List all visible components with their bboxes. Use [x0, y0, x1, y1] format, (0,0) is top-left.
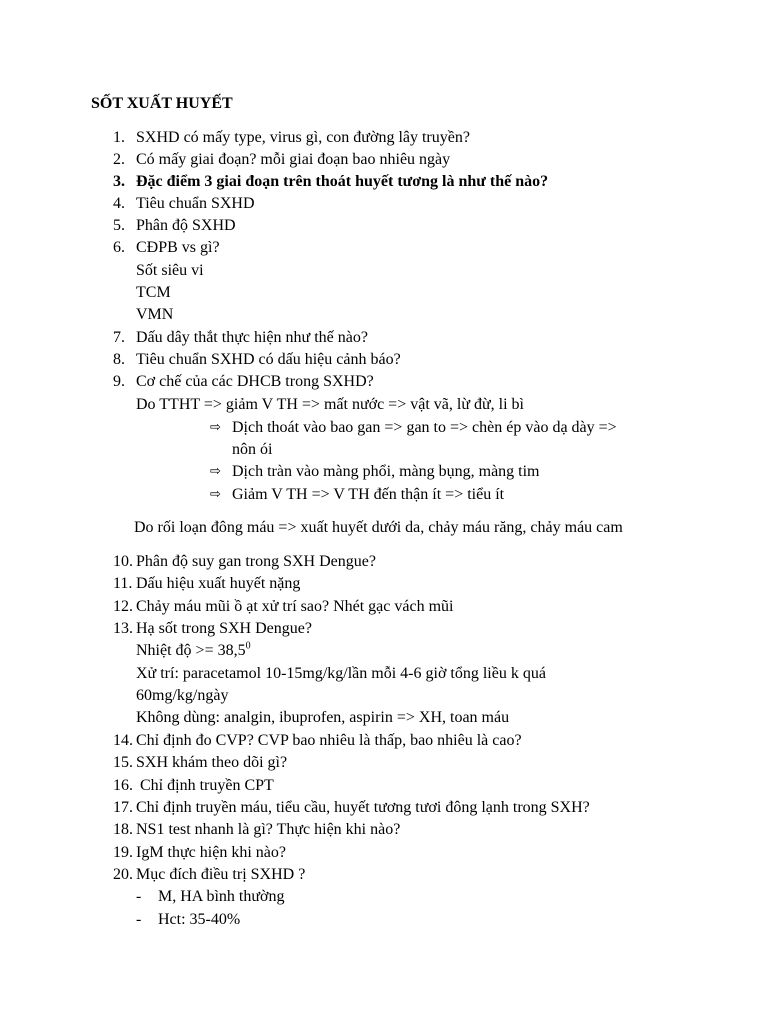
- arrow-line: Dịch thoát vào bao gan => gan to => chèn ép vào dạ dày =>: [232, 419, 617, 436]
- item-number: 5.: [113, 217, 125, 234]
- temperature-label: Nhiệt độ >= 38,5: [136, 642, 246, 659]
- item-text: Phân độ SXHD: [136, 217, 236, 234]
- document-title: SỐT XUẤT HUYẾT: [91, 95, 233, 112]
- item-number: 13.: [113, 620, 133, 637]
- sub-line: 60mg/kg/ngày: [136, 687, 229, 704]
- dash-bullet: -: [136, 911, 142, 928]
- sub-line: Không dùng: analgin, ibuprofen, aspirin => XH, toan máu: [136, 709, 510, 726]
- item-text: Phân độ suy gan trong SXH Dengue?: [136, 553, 376, 570]
- arrow-line: Giảm V TH => V TH đến thận ít => tiểu ít: [232, 486, 505, 503]
- item-number: 16.: [113, 777, 133, 794]
- item-text: SXHD có mấy type, virus gì, con đường lây truyền?: [136, 129, 470, 146]
- item-number: 12.: [113, 598, 133, 615]
- item-number: 11.: [113, 575, 133, 592]
- item-number: 1.: [113, 129, 125, 146]
- item-number: 17.: [113, 799, 133, 816]
- sub-line: Do rối loạn đông máu => xuất huyết dưới da, chảy máu răng, chảy máu cam: [134, 519, 623, 536]
- item-text: Tiêu chuẩn SXHD có dấu hiệu cảnh báo?: [136, 351, 401, 368]
- item-number: 8.: [113, 351, 125, 368]
- arrow-icon: ⇨: [210, 420, 221, 435]
- arrow-line: Dịch tràn vào màng phổi, màng bụng, màng tim: [232, 463, 540, 480]
- item-text: NS1 test nhanh là gì? Thực hiện khi nào?: [136, 821, 401, 838]
- item-number: 15.: [113, 754, 133, 771]
- item-number: 2.: [113, 151, 125, 168]
- item-number: 9.: [113, 373, 125, 390]
- item-text: Chỉ định đo CVP? CVP bao nhiêu là thấp, bao nhiêu là cao?: [136, 732, 522, 749]
- sub-line: Xử trí: paracetamol 10-15mg/kg/lần mỗi 4-6 giờ tổng liều k quá: [136, 665, 546, 682]
- item-number: 18.: [113, 821, 133, 838]
- item-text: CĐPB vs gì?: [136, 239, 220, 256]
- item-number: 7.: [113, 329, 125, 346]
- item-text: Cơ chế của các DHCB trong SXHD?: [136, 373, 374, 390]
- arrow-icon: ⇨: [210, 487, 221, 502]
- sub-line: Do TTHT => giảm V TH => mất nước => vật vã, lừ đừ, li bì: [136, 396, 524, 413]
- item-text: Hạ sốt trong SXH Dengue?: [136, 620, 312, 637]
- item-number: 6.: [113, 239, 125, 256]
- item-number: 4.: [113, 195, 125, 212]
- item-text: Mục đích điều trị SXHD ?: [136, 866, 306, 883]
- arrow-icon: ⇨: [210, 464, 221, 479]
- sub-line: Sốt siêu vi: [136, 262, 204, 279]
- item-number: 10.: [113, 553, 133, 570]
- sub-line: M, HA bình thường: [158, 888, 285, 905]
- item-text: Dấu dây thắt thực hiện như thế nào?: [136, 329, 368, 346]
- item-text: Tiêu chuẩn SXHD: [136, 195, 255, 212]
- item-text-bold: Đặc điểm 3 giai đoạn trên thoát huyết tương là như thế nào?: [136, 173, 549, 190]
- dash-bullet: -: [136, 888, 142, 905]
- item-number: 14.: [113, 732, 133, 749]
- sub-line: TCM: [136, 284, 171, 301]
- item-text: SXH khám theo dõi gì?: [136, 754, 288, 771]
- item-number: 20.: [113, 866, 133, 883]
- item-text: IgM thực hiện khi nào?: [136, 844, 286, 861]
- sub-line: VMN: [136, 306, 174, 323]
- temperature-line: [136, 640, 251, 662]
- item-text: Chỉ định truyền CPT: [140, 777, 274, 794]
- item-text: Dấu hiệu xuất huyết nặng: [136, 575, 301, 592]
- item-number: 3.: [113, 173, 125, 190]
- item-number: 19.: [113, 844, 133, 861]
- sub-line: Hct: 35-40%: [158, 911, 241, 928]
- item-text: Chảy máu mũi ồ ạt xử trí sao? Nhét gạc vách mũi: [136, 598, 454, 615]
- degree-superscript: 0: [245, 640, 251, 652]
- item-text: Có mấy giai đoạn? mỗi giai đoạn bao nhiêu ngày: [136, 151, 451, 168]
- arrow-line-continued: nôn ói: [232, 441, 273, 458]
- item-text: Chỉ định truyền máu, tiểu cầu, huyết tương tươi đông lạnh trong SXH?: [136, 799, 590, 816]
